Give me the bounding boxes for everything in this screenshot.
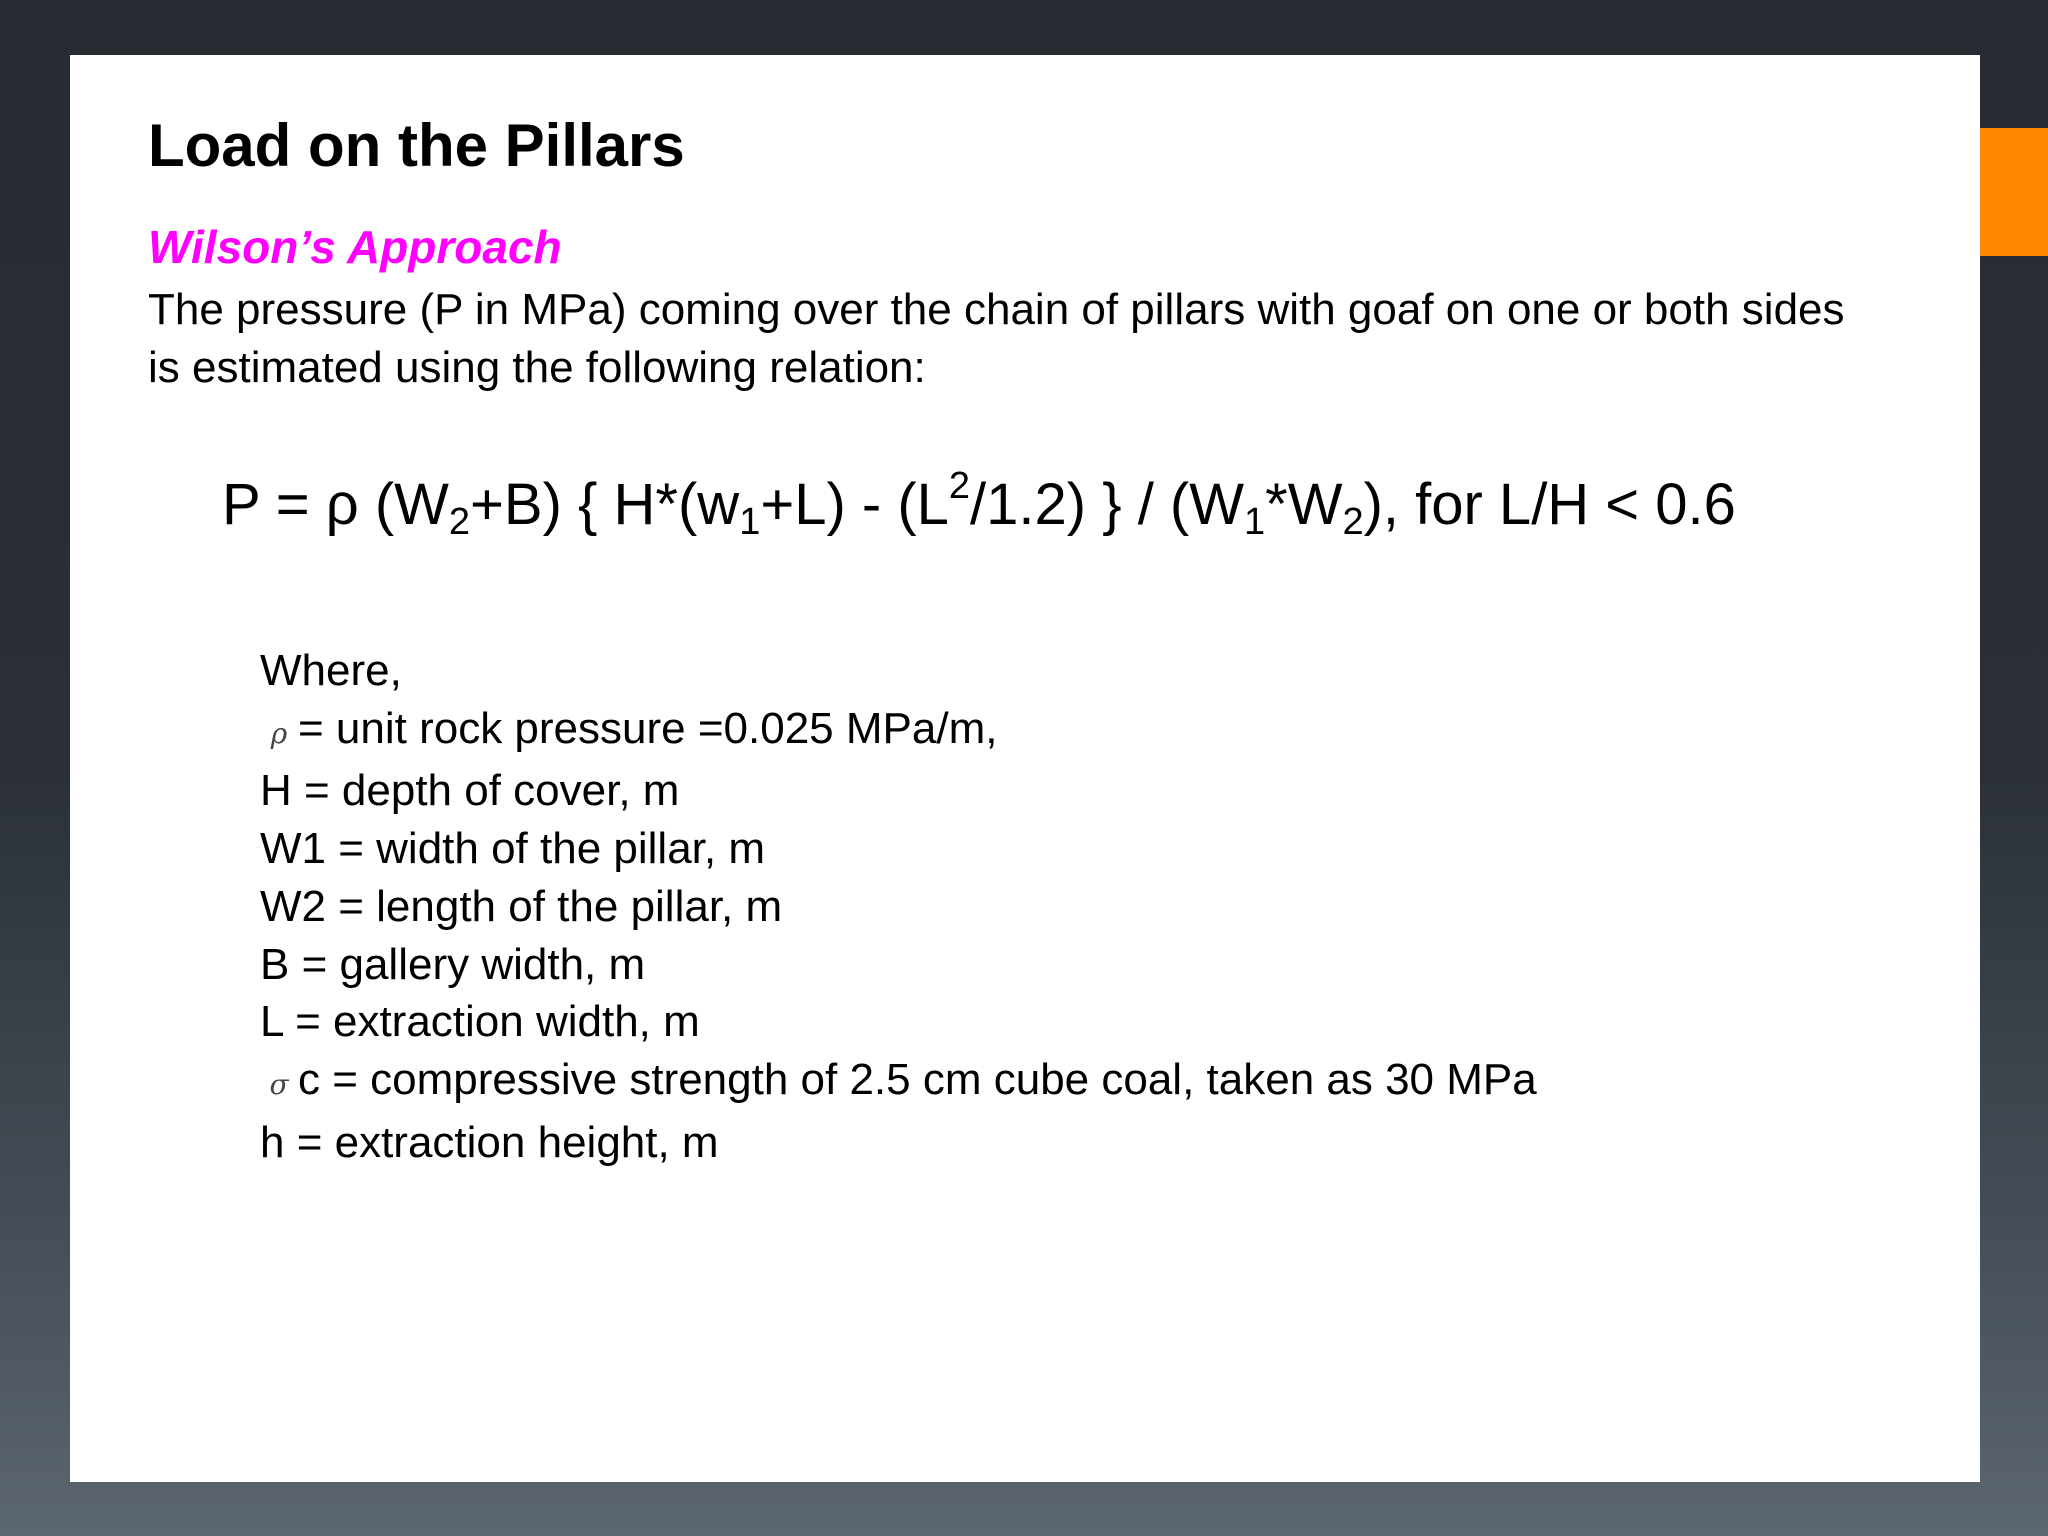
formula-part: /1.2) } / (W: [970, 472, 1244, 537]
definition-extraction-width: L = extraction width, m: [260, 997, 700, 1047]
slide-title: Load on the Pillars: [148, 112, 685, 179]
definition-rho: [260, 700, 1537, 763]
formula-part: *W: [1265, 472, 1343, 537]
formula-subscript: 2: [448, 501, 471, 543]
where-label: Where,: [260, 646, 402, 695]
wilson-formula: [222, 465, 1736, 544]
variable-definitions: [260, 642, 1537, 1171]
rho-symbol: ρ: [270, 716, 288, 750]
formula-subscript: 1: [1243, 501, 1266, 543]
formula-part: ), for L/H < 0.6: [1363, 472, 1736, 537]
definition-w2: W2 = length of the pillar, m: [260, 881, 783, 931]
definition-text: = unit rock pressure =0.025 MPa/m,: [298, 703, 998, 753]
definition-w1: W1 = width of the pillar, m: [260, 824, 765, 874]
definition-sigma: [260, 1051, 1537, 1114]
formula-subscript: 1: [739, 501, 761, 543]
formula-part: P = ρ (W: [222, 472, 449, 537]
definition-depth: H = depth of cover, m: [260, 766, 680, 816]
intro-paragraph: The pressure (P in MPa) coming over the chain of pillars with goaf on one or both sides is estimated using the following relation:: [148, 285, 1845, 392]
orange-accent-tab: [1980, 128, 2048, 256]
section-heading: Wilson’s Approach: [148, 221, 562, 273]
sigma-symbol: σ: [269, 1067, 289, 1101]
formula-superscript: 2: [948, 465, 971, 507]
definition-gallery-width: B = gallery width, m: [260, 939, 646, 989]
formula-part: +L) - (L: [760, 472, 949, 537]
formula-subscript: 2: [1342, 501, 1364, 543]
slide-canvas: [70, 55, 1980, 1482]
definition-extraction-height: h = extraction height, m: [260, 1117, 719, 1167]
definition-text: c = compressive strength of 2.5 cm cube coal, taken as 30 MPa: [298, 1054, 1537, 1104]
formula-part: +B) { H*(w: [470, 472, 740, 537]
